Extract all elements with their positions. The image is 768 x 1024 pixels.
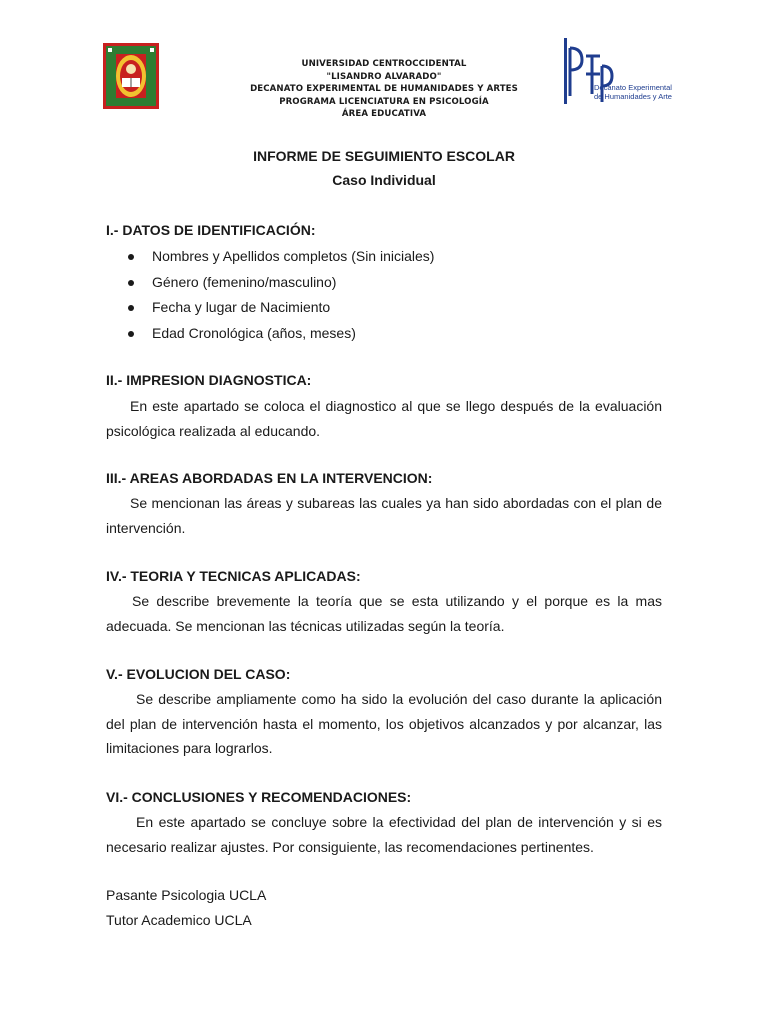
report-title: INFORME DE SEGUIMIENTO ESCOLAR [253, 148, 515, 164]
section-4-text: Se describe brevemente la teoría que se esta utilizando y el porque es la mas adecuada. Se mencionan las técnicas utilizadas según la teoría. [106, 593, 662, 634]
list-item-text: Género (femenino/masculino) [152, 273, 337, 290]
section-4-heading: IV.- TEORIA Y TECNICAS APLICADAS: [106, 568, 361, 584]
university-seal-logo [103, 43, 159, 109]
list-item [106, 244, 434, 270]
header-decanato: DECANATO EXPERIMENTAL DE HUMANIDADES Y ARTES [250, 84, 518, 95]
section-6-heading: VI.- CONCLUSIONES Y RECOMENDACIONES: [106, 789, 412, 805]
section-1-heading: I.- DATOS DE IDENTIFICACIÓN: [106, 222, 316, 238]
list-item [106, 321, 434, 347]
institution-header [230, 58, 538, 121]
list-item [106, 270, 434, 296]
header-university: UNIVERSIDAD CENTROCCIDENTAL [301, 59, 467, 69]
logo-text-1: Decanato Experimental [594, 83, 672, 92]
section-5-text: Se describe ampliamente como ha sido la evolución del caso durante la aplicación del plan de intervención hasta el momento, los objetivos alcanzados y por alcanzar, las limitaciones para lograrlos. [106, 691, 662, 756]
identification-list [106, 244, 434, 346]
signature-tutor: Tutor Academico UCLA [106, 912, 252, 928]
section-5-heading: V.- EVOLUCION DEL CASO: [106, 666, 291, 682]
decanato-logo [562, 36, 672, 108]
section-2-text: En este apartado se coloca el diagnostico al que se llego después de la evaluación psicológica realizada al educando. [106, 398, 662, 439]
signature-pasante: Pasante Psicologia UCLA [106, 887, 267, 903]
list-item-text: Edad Cronológica (años, meses) [152, 324, 356, 341]
bullet-icon [128, 331, 134, 337]
header-name: "LISANDRO ALVARADO" [326, 71, 442, 82]
section-3-heading: III.- AREAS ABORDADAS EN LA INTERVENCION: [106, 470, 433, 486]
header-program: PROGRAMA LICENCIATURA EN PSICOLOGÍA [279, 96, 489, 107]
bullet-icon [128, 305, 134, 311]
header-area: ÁREA EDUCATIVA [341, 109, 427, 120]
bullet-icon [128, 254, 134, 260]
report-subtitle: Caso Individual [332, 172, 436, 188]
bullet-icon [128, 280, 134, 286]
logo-text-2: de Humanidades y Artes [594, 92, 672, 101]
section-2-heading: II.- IMPRESION DIAGNOSTICA: [106, 372, 312, 388]
list-item-text: Nombres y Apellidos completos (Sin iniciales) [152, 248, 435, 264]
list-item [106, 295, 434, 321]
list-item-text: Fecha y lugar de Nacimiento [152, 299, 331, 315]
section-3-text: Se mencionan las áreas y subareas las cuales ya han sido abordadas con el plan de intervención. [106, 495, 662, 536]
section-6-text: En este apartado se concluye sobre la efectividad del plan de intervención y si es necesario realizar ajustes. Por consiguiente, las recomendaciones pertinentes. [106, 814, 662, 855]
